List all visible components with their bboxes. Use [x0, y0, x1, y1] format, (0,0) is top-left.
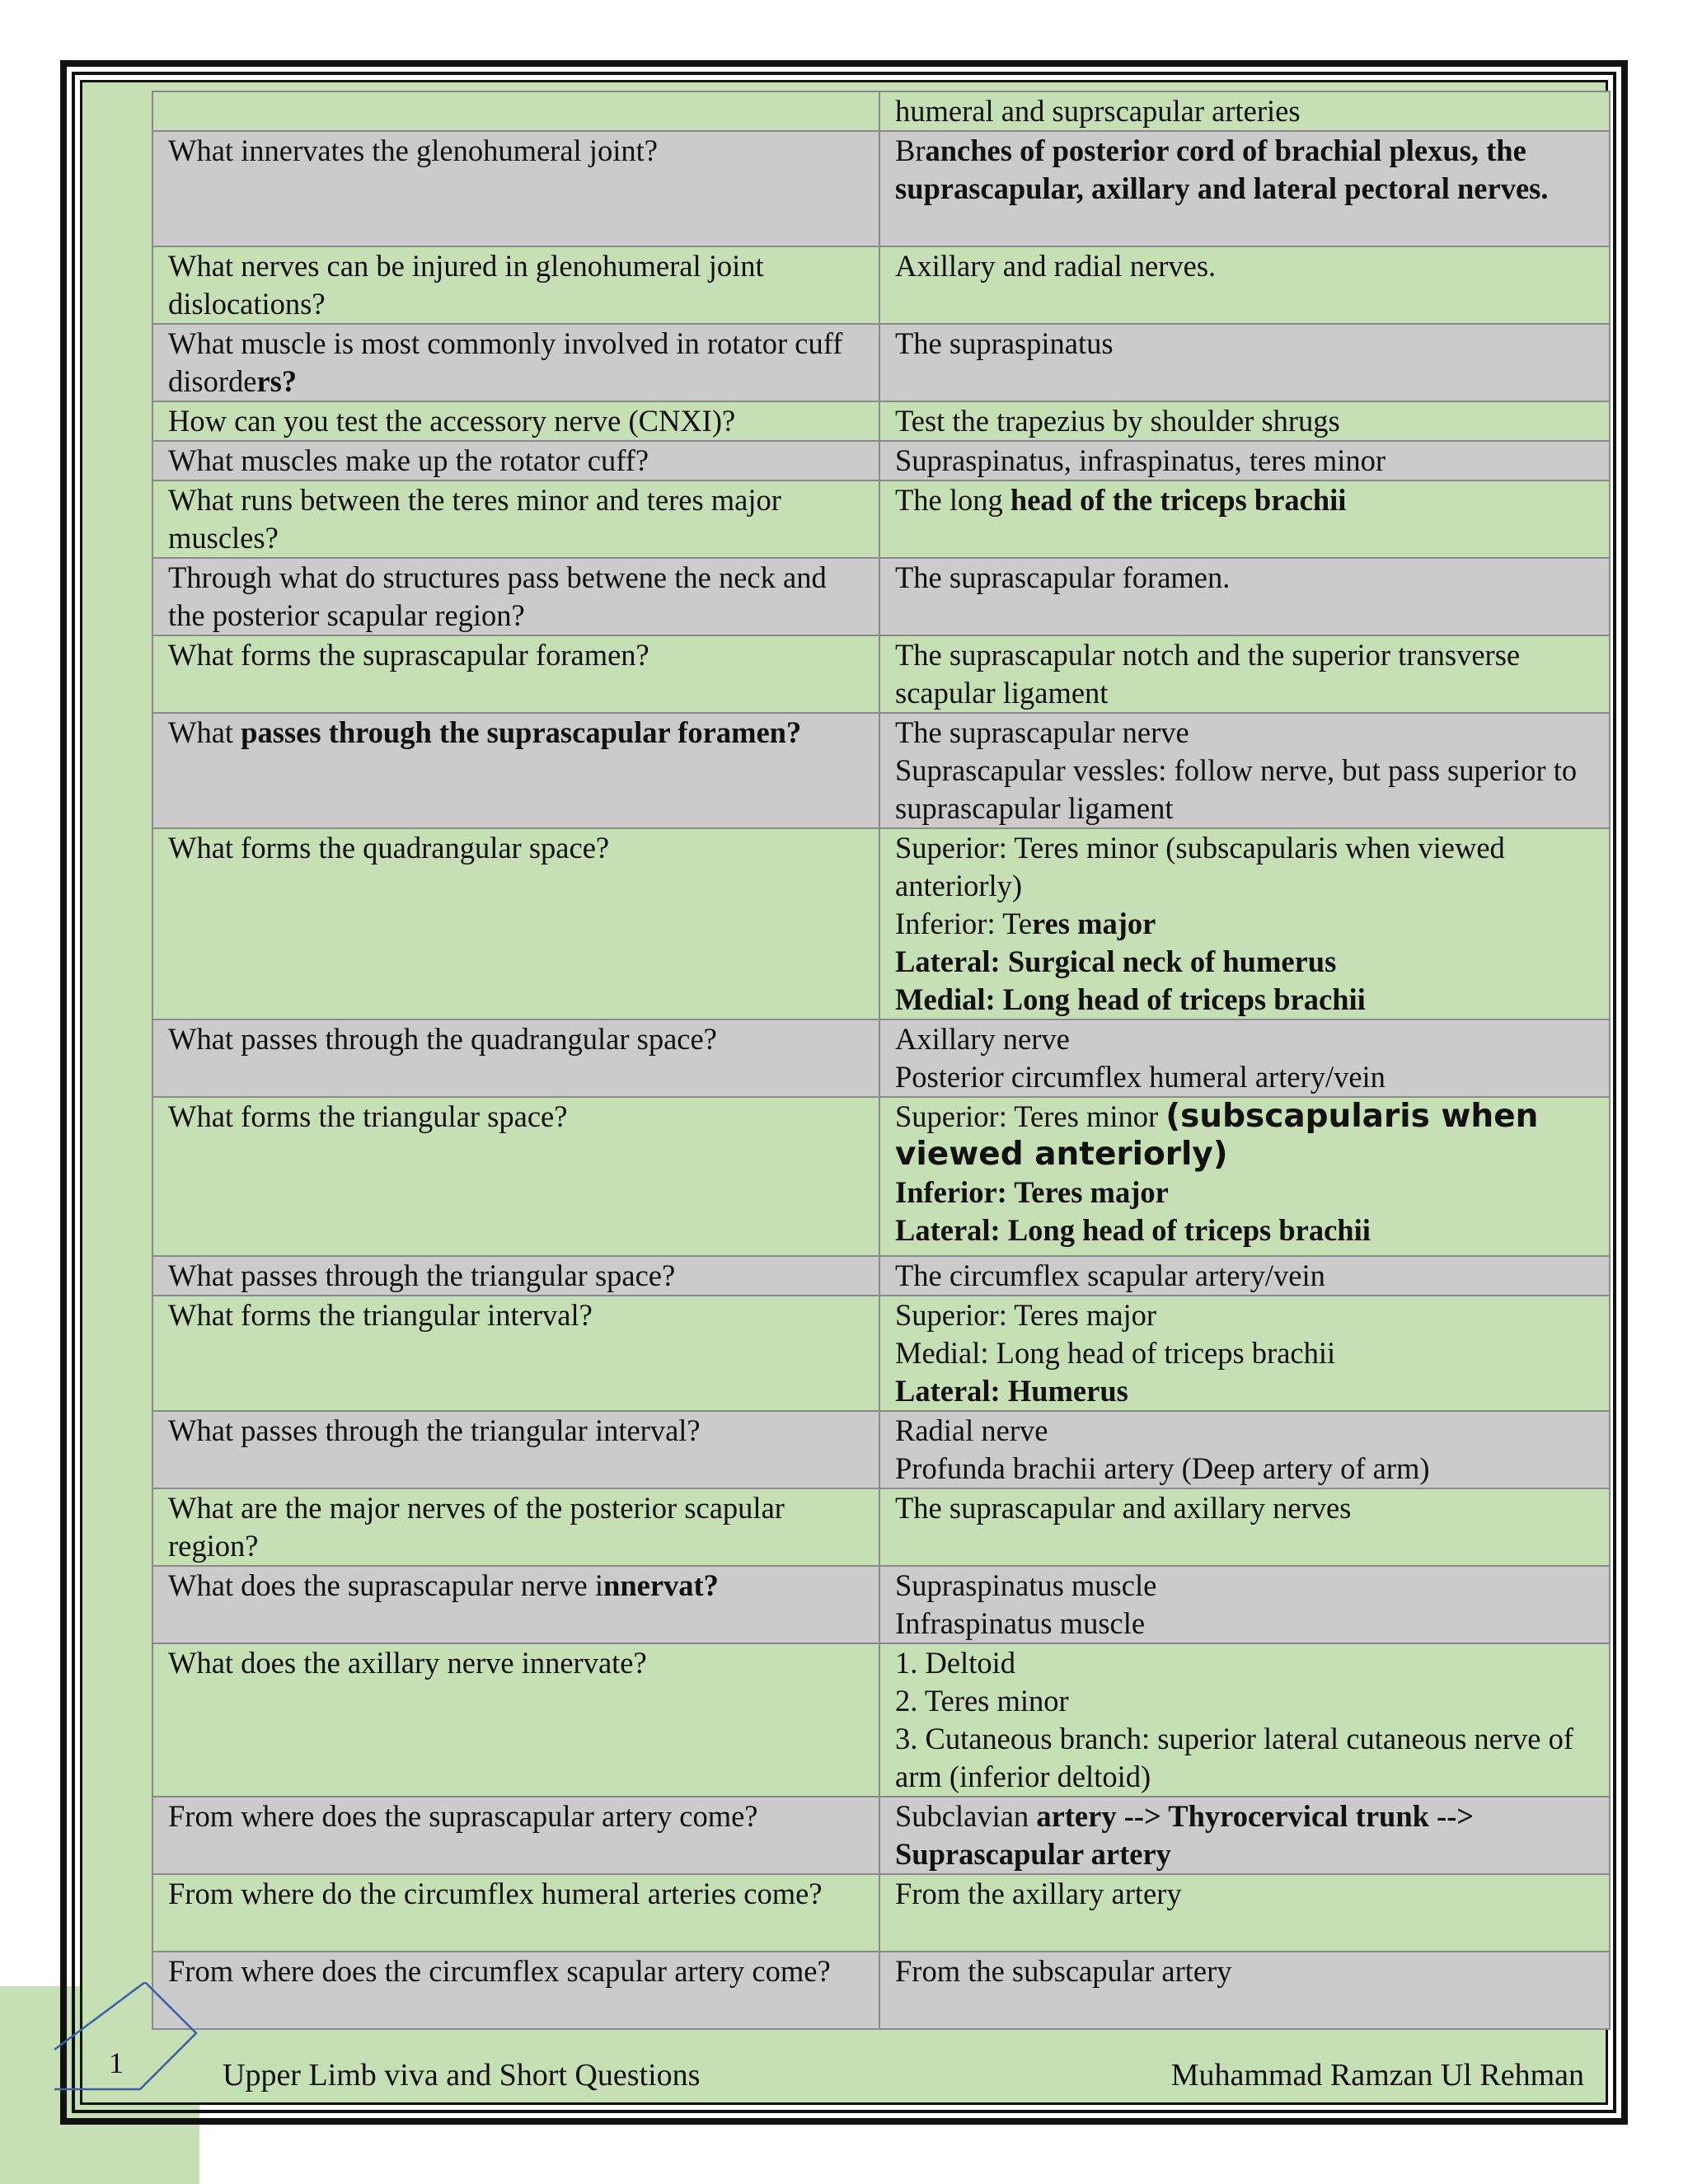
table-row [152, 558, 1610, 635]
text-segment: anches of posterior cord of brachial plexus, the suprascapular, axillary and lateral pectoral nerves. [895, 134, 1549, 205]
question-cell [152, 480, 879, 558]
question-cell [152, 1643, 879, 1797]
question-cell [152, 635, 879, 713]
text-segment: res major [1032, 907, 1156, 940]
answer-cell [879, 91, 1610, 131]
answer-cell [879, 1566, 1610, 1643]
answer-cell [879, 1643, 1610, 1797]
text-segment: Suprascapular vessles: follow nerve, but pass superior to suprascapular ligament [895, 753, 1578, 825]
answer-line [895, 1682, 1594, 1720]
text-segment: What forms the suprascapular foramen? [168, 638, 649, 672]
text-segment: What passes through the quadrangular space? [168, 1022, 717, 1056]
text-segment: From where does the suprascapular artery come? [168, 1799, 758, 1833]
text-segment: What passes through the triangular interval? [168, 1413, 701, 1447]
answer-cell [879, 828, 1610, 1019]
text-segment: From where do the circumflex humeral arteries come? [168, 1877, 823, 1910]
text-segment: Lateral: Humerus [895, 1374, 1128, 1408]
text-segment: How can you test the accessory nerve (CNXI)? [168, 404, 736, 438]
text-segment: The suprascapular notch and the superior transverse scapular ligament [895, 638, 1521, 710]
answer-line [895, 829, 1594, 905]
qa-table [152, 91, 1611, 2030]
text-segment: 3. Cutaneous branch: superior lateral cutaneous nerve of arm (inferior deltoid) [895, 1722, 1573, 1793]
text-segment: From the axillary artery [895, 1877, 1182, 1910]
table-row [152, 1097, 1610, 1256]
text-segment: The suprascapular nerve [895, 715, 1189, 749]
answer-line [895, 1644, 1594, 1682]
question-cell [152, 324, 879, 401]
footer-document-title: Upper Limb viva and Short Questions [223, 2058, 701, 2093]
table-row [152, 91, 1610, 131]
text-segment: nnervat? [603, 1568, 719, 1602]
answer-cell [879, 401, 1610, 441]
text-segment: What muscle is most commonly involved in rotator cuff disorde [168, 326, 843, 398]
text-segment: Posterior circumflex humeral artery/vein [895, 1060, 1386, 1094]
text-segment: The supraspinatus [895, 326, 1114, 360]
question-cell [152, 1797, 879, 1874]
text-segment: What runs between the teres minor and teres major muscles? [168, 483, 781, 555]
answer-line [895, 1720, 1594, 1796]
text-segment: 2. Teres minor [895, 1684, 1069, 1718]
text-segment: What [168, 715, 241, 749]
question-cell [152, 1952, 879, 2029]
text-segment: The circumflex scapular artery/vein [895, 1258, 1325, 1292]
table-row [152, 441, 1610, 480]
text-segment: Superior: Teres minor [895, 1099, 1166, 1133]
answer-cell [879, 1256, 1610, 1296]
answer-line [895, 1334, 1594, 1372]
page-number: 1 [109, 2046, 124, 2079]
answer-line [895, 1058, 1594, 1096]
answer-line [895, 714, 1594, 752]
answer-line [895, 1412, 1594, 1450]
text-segment: Axillary and radial nerves. [895, 249, 1217, 283]
text-segment: humeral and suprscapular arteries [895, 94, 1301, 128]
table-row [152, 1874, 1610, 1952]
text-segment: From where does the circumflex scapular artery come? [168, 1954, 831, 1988]
text-segment: Axillary nerve [895, 1022, 1070, 1056]
question-cell [152, 1488, 879, 1566]
answer-cell [879, 1874, 1610, 1952]
table-row [152, 1411, 1610, 1488]
text-segment: What are the major nerves of the posterior scapular region? [168, 1491, 785, 1563]
text-segment: Radial nerve [895, 1413, 1048, 1447]
answer-cell [879, 1411, 1610, 1488]
question-cell [152, 441, 879, 480]
text-segment: Subclavian [895, 1799, 1037, 1833]
answer-cell [879, 131, 1610, 246]
answer-cell [879, 1097, 1610, 1256]
answer-cell [879, 246, 1610, 324]
text-segment: rs? [256, 364, 298, 398]
text-segment: Medial: Long head of triceps brachii [895, 982, 1366, 1016]
answer-line [895, 1212, 1594, 1249]
text-segment: The suprascapular and axillary nerves [895, 1491, 1352, 1525]
table-row [152, 1256, 1610, 1296]
answer-cell [879, 558, 1610, 635]
question-cell [152, 1566, 879, 1643]
text-segment: 1. Deltoid [895, 1646, 1015, 1680]
text-segment: Superior: Teres minor (subscapularis when viewed anteriorly) [895, 831, 1505, 902]
table-row [152, 246, 1610, 324]
text-segment: Lateral: Long head of triceps brachii [895, 1213, 1371, 1247]
text-segment: What does the axillary nerve innervate? [168, 1646, 647, 1680]
question-cell [152, 1256, 879, 1296]
table-row [152, 324, 1610, 401]
answer-line [895, 981, 1594, 1019]
answer-line [895, 1567, 1594, 1605]
answer-line [895, 1174, 1594, 1212]
question-cell [152, 1019, 879, 1097]
text-segment: Medial: Long head of triceps brachii [895, 1336, 1336, 1370]
question-cell [152, 131, 879, 246]
text-segment: passes through the suprascapular foramen? [241, 715, 802, 749]
table-row [152, 828, 1610, 1019]
text-segment: What passes through the triangular space? [168, 1258, 676, 1292]
text-segment: head of the triceps brachii [1010, 483, 1347, 517]
text-segment: Inferior: Te [895, 907, 1033, 940]
table-row [152, 1643, 1610, 1797]
text-segment: Superior: Teres major [895, 1298, 1157, 1332]
qa-table-container [152, 91, 1609, 2030]
answer-cell [879, 1296, 1610, 1411]
text-segment: Inferior: Teres major [895, 1175, 1169, 1209]
answer-line [895, 1372, 1594, 1410]
question-cell [152, 1296, 879, 1411]
answer-cell [879, 1019, 1610, 1097]
text-segment: What forms the quadrangular space? [168, 831, 610, 865]
table-row [152, 1019, 1610, 1097]
question-cell [152, 713, 879, 828]
answer-line [895, 905, 1594, 943]
text-segment: What innervates the glenohumeral joint? [168, 134, 658, 167]
text-segment: What forms the triangular space? [168, 1099, 568, 1133]
text-segment: artery --> Thyrocervical trunk --> Suprascapular artery [895, 1799, 1475, 1871]
text-segment: What forms the triangular interval? [168, 1298, 593, 1332]
question-cell [152, 1874, 879, 1952]
text-segment: Through what do structures pass betwene the neck and the posterior scapular region? [168, 560, 827, 632]
question-cell [152, 246, 879, 324]
question-cell [152, 1097, 879, 1256]
text-segment: Infraspinatus muscle [895, 1606, 1146, 1640]
answer-line [895, 1098, 1594, 1174]
answer-line [895, 1020, 1594, 1058]
answer-cell [879, 324, 1610, 401]
text-segment: (subscapularis when viewed anteriorly) [895, 1098, 1539, 1173]
table-row [152, 480, 1610, 558]
answer-cell [879, 1797, 1610, 1874]
answer-line [895, 1605, 1594, 1643]
answer-cell [879, 1488, 1610, 1566]
question-cell [152, 558, 879, 635]
table-row [152, 1488, 1610, 1566]
text-segment: Profunda brachii artery (Deep artery of arm) [895, 1451, 1430, 1485]
text-segment: From the subscapular artery [895, 1954, 1232, 1988]
answer-line [895, 752, 1594, 827]
page-corner-diamond-icon [49, 1982, 214, 2114]
answer-line [895, 943, 1594, 981]
answer-cell [879, 713, 1610, 828]
question-cell [152, 401, 879, 441]
question-cell [152, 828, 879, 1019]
footer-author: Muhammad Ramzan Ul Rehman [1170, 2058, 1584, 2093]
table-row [152, 1797, 1610, 1874]
text-segment: Test the trapezius by shoulder shrugs [895, 404, 1340, 438]
table-row [152, 1296, 1610, 1411]
text-segment: Lateral: Surgical neck of humerus [895, 944, 1337, 978]
table-row [152, 131, 1610, 246]
text-segment: The long [895, 483, 1010, 517]
question-cell [152, 1411, 879, 1488]
answer-line [895, 1450, 1594, 1488]
table-row [152, 1952, 1610, 2029]
answer-line [895, 1296, 1594, 1334]
answer-cell [879, 480, 1610, 558]
answer-cell [879, 635, 1610, 713]
text-segment: What does the suprascapular nerve i [168, 1568, 604, 1602]
text-segment: What muscles make up the rotator cuff? [168, 443, 649, 477]
text-segment: Br [895, 134, 926, 167]
table-row [152, 635, 1610, 713]
qa-table-body [152, 91, 1610, 2029]
text-segment: What nerves can be injured in glenohumeral joint dislocations? [168, 249, 764, 321]
text-segment: Supraspinatus muscle [895, 1568, 1157, 1602]
question-cell [152, 91, 879, 131]
answer-cell [879, 1952, 1610, 2029]
text-segment: The suprascapular foramen. [895, 560, 1231, 594]
table-row [152, 713, 1610, 828]
answer-cell [879, 441, 1610, 480]
table-row [152, 401, 1610, 441]
table-row [152, 1566, 1610, 1643]
text-segment: Supraspinatus, infraspinatus, teres minor [895, 443, 1386, 477]
